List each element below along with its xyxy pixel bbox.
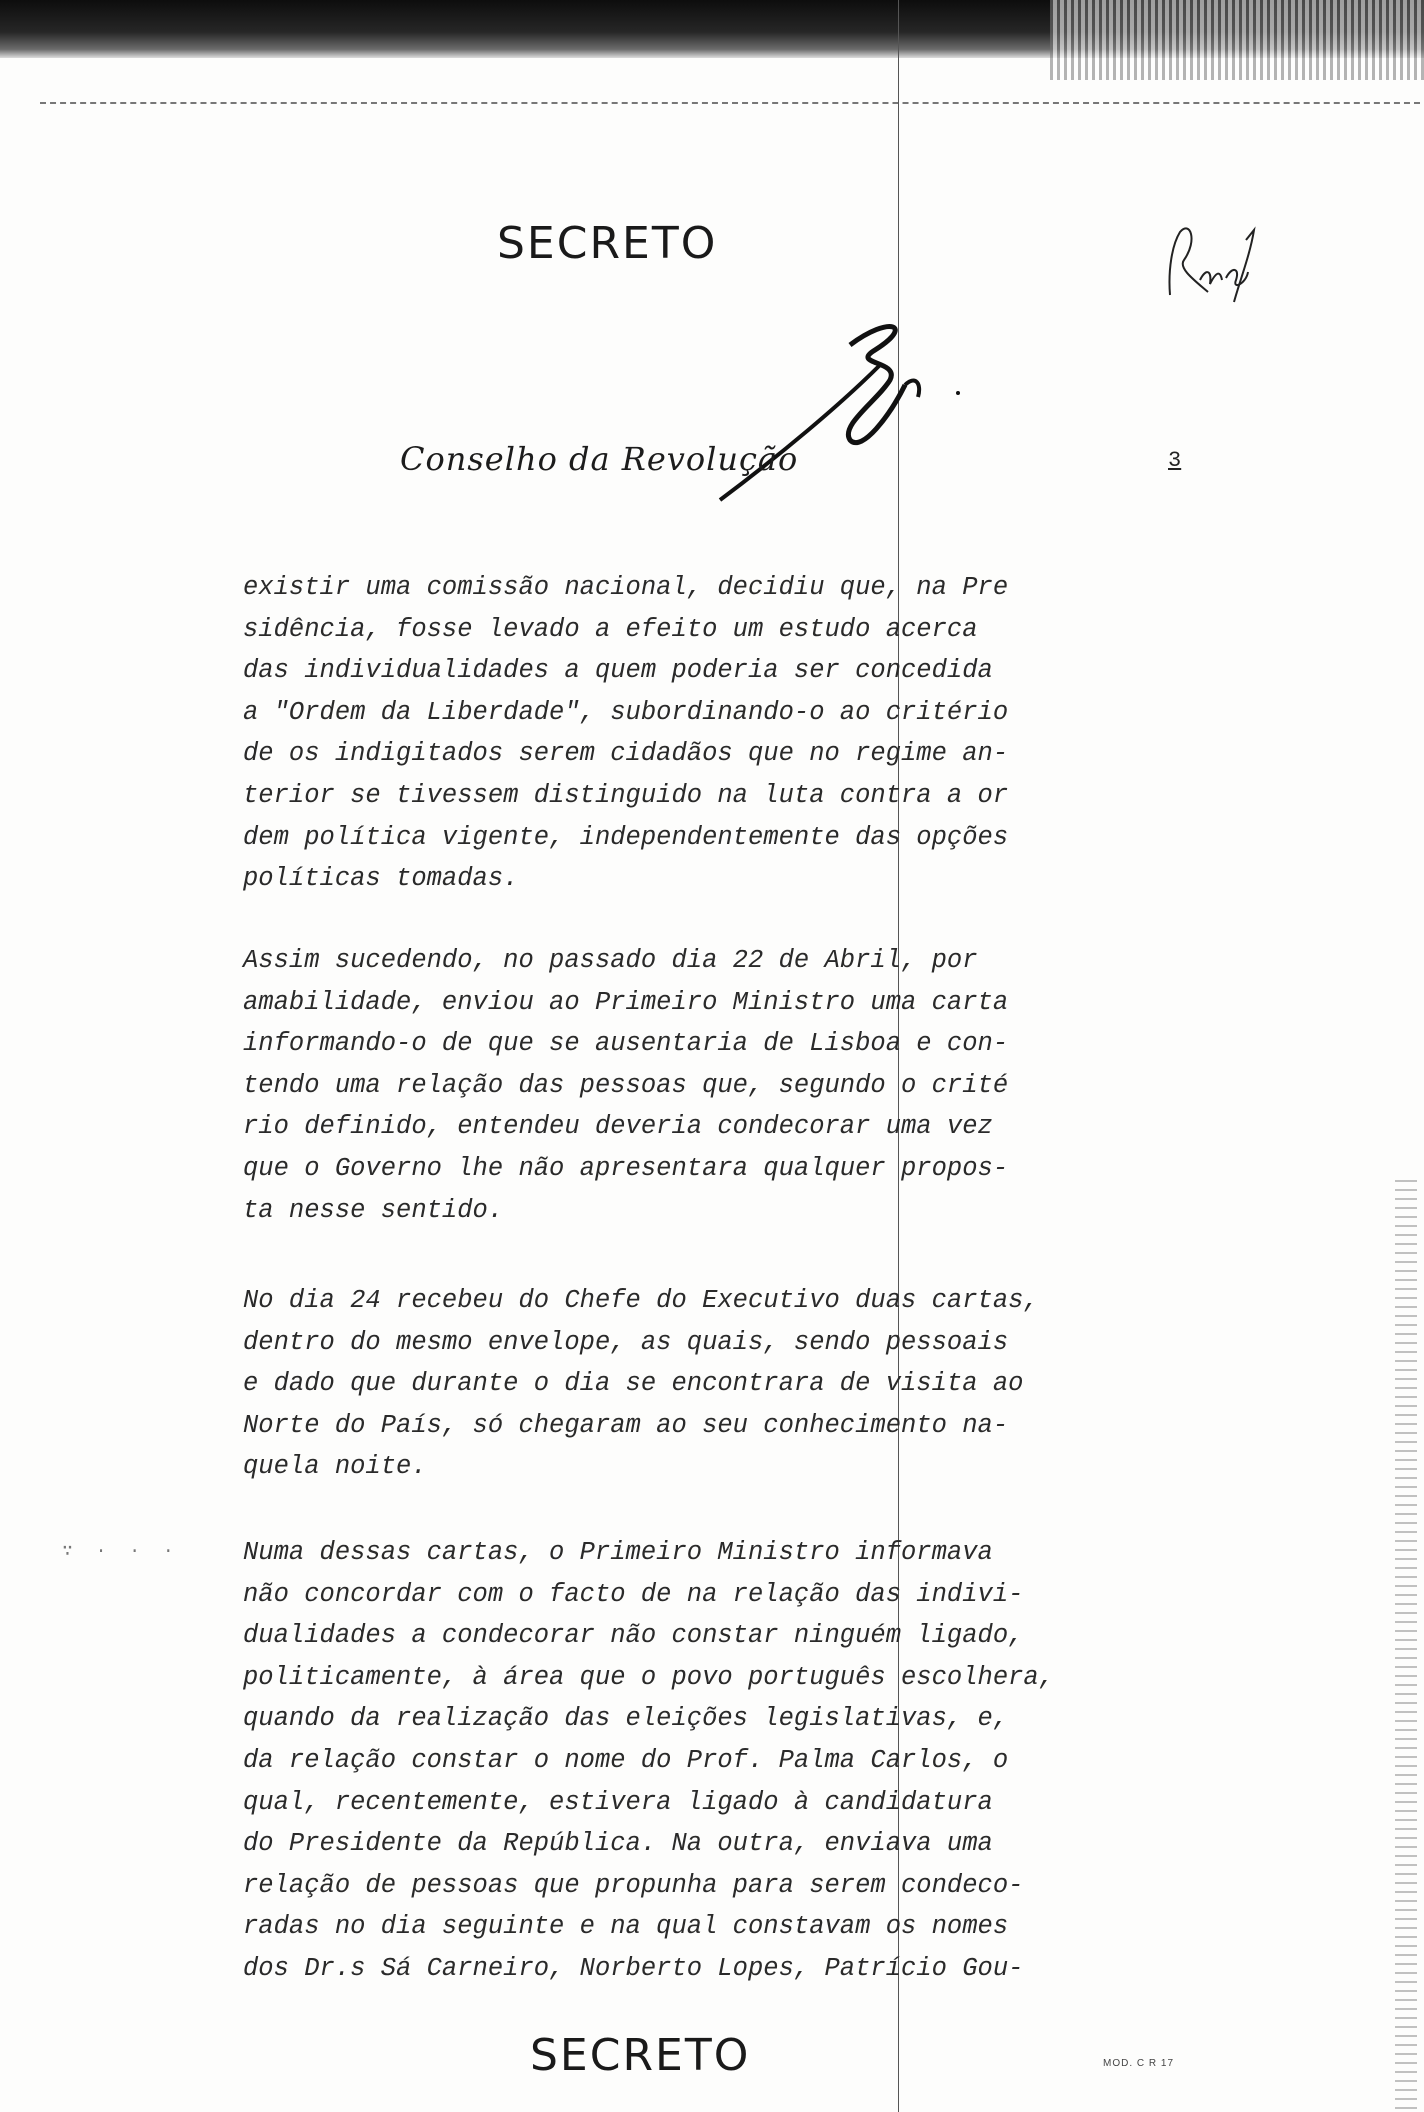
page-number: 3 xyxy=(1168,448,1182,473)
classification-footer: SECRETO xyxy=(530,2030,751,2081)
classification-header: SECRETO xyxy=(497,218,718,269)
scan-top-edge xyxy=(0,0,1424,58)
body-paragraph-4: Numa dessas cartas, o Primeiro Ministro informava não concordar com o facto de na relação das indivi- dualidades a condecorar não constar ninguém ligado, politicamente, à área que o povo português escolhera, quando da realização das eleições legislativas, e, da relação constar o nome do Prof. Palma Carlos, o qual, recentemente, estivera ligado à candidatura do Presidente da República. Na outra, enviava uma relação de pessoas que propunha para serem condeco- radas no dia seguinte e na qual constavam os nomes dos Dr.s Sá Carneiro, Norberto Lopes, Patrício Gou- xyxy=(243,1538,1055,1983)
form-code: MOD. C R 17 xyxy=(1103,2058,1175,2069)
scan-right-edge-noise xyxy=(1395,1180,1417,2110)
signature-text: Ex. xyxy=(700,305,702,306)
body-paragraph-1: existir uma comissão nacional, decidiu que, na Pre sidência, fosse levado a efeito um estudo acerca das individualidades a quem poderia ser concedida a "Ordem da Liberdade", subordinando-o ao critério de os indigitados serem cidadãos que no regime an- terior se tivessem distinguido na luta contra a or dem política vigente, independentemente das opções políticas tomadas. xyxy=(243,573,1009,894)
body-paragraph-3: No dia 24 recebeu do Chefe do Executivo duas cartas, dentro do mesmo envelope, as quais, sendo pessoais e dado que durante o dia se encontrara de visita ao Norte do País, só chegaram ao seu conhecimento na- quela noite. xyxy=(243,1286,1039,1482)
margin-marks: ∵ · · · xyxy=(62,1542,180,1562)
scan-dashed-line xyxy=(40,102,1420,104)
handwritten-initials xyxy=(1150,210,1270,320)
letterhead-council: Conselho da Revolução xyxy=(400,440,799,478)
body-paragraph-2: Assim sucedendo, no passado dia 22 de Abril, por amabilidade, enviou ao Primeiro Ministro uma carta informando-o de que se ausentaria de Lisboa e con- tendo uma relação das pessoas que, segundo o crité rio definido, entendeu deveria condecorar uma vez que o Governo lhe não apresentara qualquer propos- ta nesse sentido. xyxy=(243,946,1009,1225)
initials-text: Reis xyxy=(1150,210,1153,211)
